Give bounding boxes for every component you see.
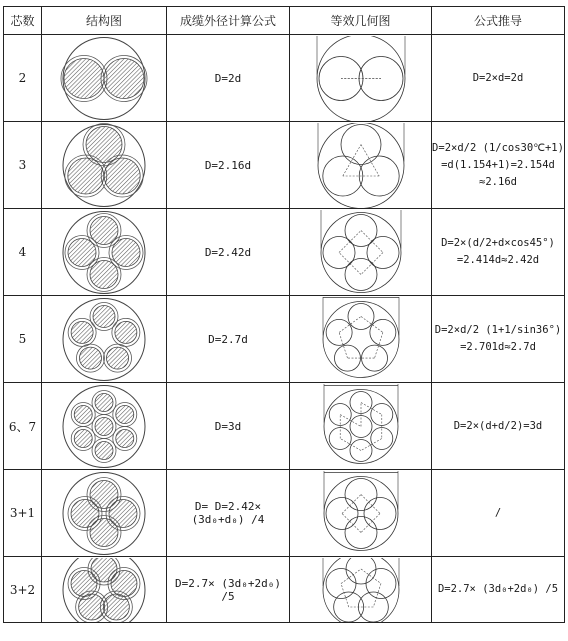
core-count: 5 bbox=[4, 296, 42, 383]
table-row bbox=[4, 557, 565, 623]
structure-diagram bbox=[49, 36, 159, 121]
structure-cell bbox=[42, 470, 167, 557]
core-count: 2 bbox=[4, 35, 42, 122]
geometry-diagram bbox=[301, 471, 421, 556]
geometry-cell bbox=[290, 557, 432, 623]
header-row bbox=[4, 7, 565, 35]
derivation-line: D=2×(d/2+d×cos45°) bbox=[441, 237, 555, 249]
table-row bbox=[4, 35, 565, 122]
structure-diagram bbox=[49, 384, 159, 469]
structure-diagram bbox=[49, 123, 159, 208]
outer-diameter-formula: D=2d bbox=[167, 35, 290, 122]
header-formula: 成缆外径计算公式 bbox=[167, 7, 290, 35]
geometry-diagram bbox=[301, 36, 421, 121]
geometry-diagram bbox=[301, 297, 421, 382]
geometry-diagram bbox=[301, 384, 421, 469]
core-count: 3+1 bbox=[4, 470, 42, 557]
geometry-cell bbox=[290, 122, 432, 209]
header-geometry: 等效几何图 bbox=[290, 7, 432, 35]
geometry-cell bbox=[290, 383, 432, 470]
header-cores: 芯数 bbox=[4, 7, 42, 35]
structure-diagram bbox=[49, 471, 159, 556]
geometry-diagram bbox=[301, 123, 421, 208]
structure-cell bbox=[42, 296, 167, 383]
structure-cell bbox=[42, 383, 167, 470]
formula-derivation bbox=[432, 383, 565, 470]
derivation-line: ≈2.16d bbox=[479, 175, 517, 188]
geometry-cell bbox=[290, 209, 432, 296]
header-structure: 结构图 bbox=[42, 7, 167, 35]
structure-cell bbox=[42, 35, 167, 122]
outer-diameter-formula: D=2.7d bbox=[167, 296, 290, 383]
table-row bbox=[4, 383, 565, 470]
derivation-line: D=2.7× (3d₀+2d₀) /5 bbox=[437, 583, 559, 595]
core-count: 4 bbox=[4, 209, 42, 296]
table-row bbox=[4, 209, 565, 296]
derivation-line: =2.701d≈2.7d bbox=[460, 341, 536, 353]
derivation-line: / bbox=[494, 506, 502, 519]
structure-diagram bbox=[49, 210, 159, 295]
formula-derivation bbox=[432, 557, 565, 623]
formula-derivation bbox=[432, 35, 565, 122]
formula-derivation bbox=[432, 209, 565, 296]
derivation-line: =d(1.154+1)=2.154d bbox=[441, 158, 555, 171]
derivation-line: D=2×d/2 (1+1/sin36°) bbox=[434, 324, 562, 336]
outer-diameter-formula: D=2.42d bbox=[167, 209, 290, 296]
outer-diameter-formula: D=3d bbox=[167, 383, 290, 470]
structure-diagram bbox=[49, 558, 159, 622]
formula-derivation bbox=[432, 470, 565, 557]
geometry-diagram bbox=[301, 558, 421, 622]
derivation-line: D=2×d/2 (1/cos30℃+1) bbox=[432, 141, 564, 154]
derivation-line: D=2×d=2d bbox=[472, 71, 524, 84]
table-row bbox=[4, 122, 565, 209]
formula-derivation bbox=[432, 296, 565, 383]
structure-cell bbox=[42, 122, 167, 209]
core-count: 3 bbox=[4, 122, 42, 209]
core-count: 6、7 bbox=[4, 383, 42, 470]
structure-cell bbox=[42, 557, 167, 623]
formula-derivation bbox=[432, 122, 565, 209]
geometry-cell bbox=[290, 470, 432, 557]
core-count: 3+2 bbox=[4, 557, 42, 623]
table-row bbox=[4, 470, 565, 557]
derivation-line: =2.414d≈2.42d bbox=[456, 254, 540, 266]
geometry-cell bbox=[290, 35, 432, 122]
outer-diameter-formula: D=2.7× (3d₀+2d₀) /5 bbox=[167, 557, 290, 623]
cable-diameter-table bbox=[3, 6, 565, 623]
structure-cell bbox=[42, 209, 167, 296]
table-row bbox=[4, 296, 565, 383]
geometry-diagram bbox=[301, 210, 421, 295]
derivation-line: D=2×(d+d/2)=3d bbox=[453, 419, 543, 432]
outer-diameter-formula: D= D=2.42× (3d₀+d₀) /4 bbox=[167, 470, 290, 557]
structure-diagram bbox=[49, 297, 159, 382]
geometry-cell bbox=[290, 296, 432, 383]
header-derivation: 公式推导 bbox=[432, 7, 565, 35]
outer-diameter-formula: D=2.16d bbox=[167, 122, 290, 209]
